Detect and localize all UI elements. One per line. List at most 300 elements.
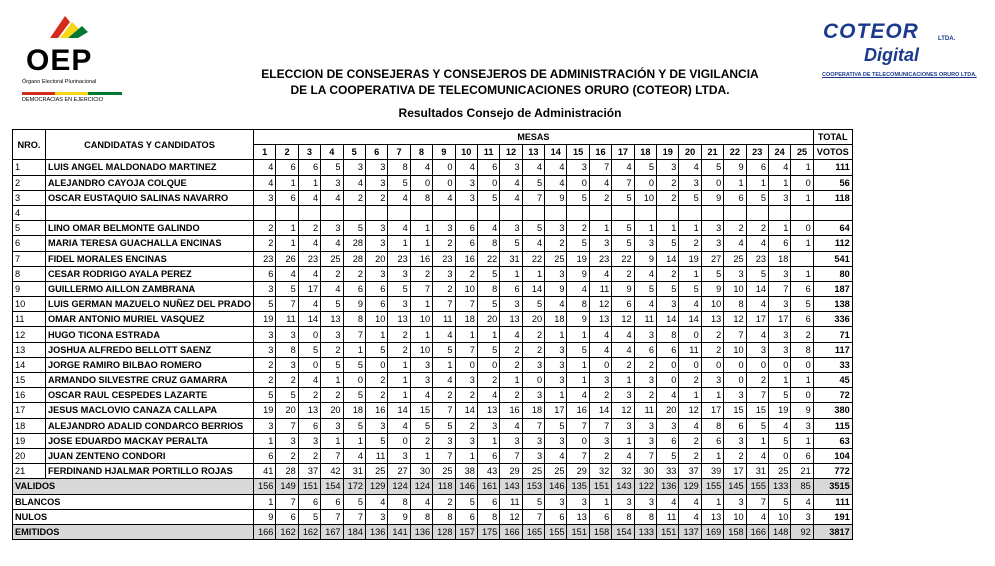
summary-count-cell: 1 [701,494,723,509]
vote-count-cell: 1 [746,433,768,448]
vote-count-cell: 3 [500,297,522,312]
vote-count-cell: 7 [276,297,298,312]
vote-count-cell: 3 [253,327,275,342]
vote-count-cell: 1 [433,357,455,372]
vote-count-cell: 7 [589,418,611,433]
vote-count-cell: 1 [791,190,813,205]
vote-count-cell: 4 [589,342,611,357]
vote-count-cell: 2 [298,448,320,463]
vote-count-cell: 3 [321,327,343,342]
vote-count-cell: 6 [455,236,477,251]
candidate-name: JESUS MACLOVIO CANAZA CALLAPA [46,403,254,418]
vote-count-cell: 13 [321,312,343,327]
vote-count-cell: 2 [298,221,320,236]
vote-count-cell: 0 [634,175,656,190]
vote-count-cell: 3 [657,297,679,312]
summary-count-cell: 8 [433,509,455,524]
row-number: 13 [13,342,46,357]
vote-count-cell: 6 [634,342,656,357]
header-mesa-number: 13 [522,145,544,160]
vote-count-cell: 17 [298,281,320,296]
summary-count-cell: 172 [343,479,365,494]
vote-count-cell: 7 [612,175,634,190]
vote-count-cell: 1 [321,433,343,448]
header-mesa-number: 24 [768,145,790,160]
summary-count-cell: 4 [679,494,701,509]
vote-count-cell: 4 [500,190,522,205]
vote-count-cell: 10 [634,190,656,205]
vote-count-cell: 2 [388,342,410,357]
vote-count-cell: 1 [343,433,365,448]
vote-count-cell: 32 [612,464,634,479]
vote-count-cell: 1 [701,448,723,463]
vote-count-cell: 14 [298,312,320,327]
vote-count-cell: 10 [410,312,432,327]
vote-count-cell: 5 [746,190,768,205]
vote-count-cell: 25 [365,464,387,479]
vote-count-cell: 2 [522,327,544,342]
vote-count-cell: 1 [343,342,365,357]
vote-count-cell: 3 [768,297,790,312]
vote-count-cell: 4 [567,281,589,296]
summary-label: VALIDOS [13,479,254,494]
vote-count-cell: 1 [567,357,589,372]
row-number: 16 [13,388,46,403]
vote-count-cell: 6 [298,160,320,175]
vote-count-cell: 5 [500,236,522,251]
candidate-name: LUIS GERMAN MAZUELO NUÑEZ DEL PRADO [46,297,254,312]
vote-count-cell [455,205,477,220]
vote-count-cell: 8 [567,297,589,312]
vote-count-cell: 26 [276,251,298,266]
vote-count-cell: 0 [477,175,499,190]
vote-count-cell: 5 [388,281,410,296]
vote-count-cell: 7 [746,388,768,403]
row-number: 1 [13,160,46,175]
vote-count-cell: 1 [679,221,701,236]
vote-count-cell [791,251,813,266]
summary-total-cell: 191 [813,509,852,524]
header-mesa-number: 20 [679,145,701,160]
vote-count-cell: 8 [477,236,499,251]
coteor-logo [818,20,977,90]
vote-count-cell: 4 [545,297,567,312]
vote-count-cell: 4 [657,388,679,403]
vote-count-cell: 2 [253,236,275,251]
total-votes-cell: 541 [813,251,852,266]
vote-count-cell: 4 [500,175,522,190]
vote-count-cell: 3 [701,373,723,388]
vote-count-cell: 1 [545,388,567,403]
vote-count-cell: 25 [433,464,455,479]
candidate-name: MARIA TERESA GUACHALLA ENCINAS [46,236,254,251]
vote-count-cell: 1 [746,175,768,190]
vote-count-cell: 2 [612,357,634,372]
vote-count-cell: 5 [388,175,410,190]
vote-count-cell: 3 [298,433,320,448]
summary-count-cell: 7 [321,509,343,524]
header-mesa-number: 15 [567,145,589,160]
vote-count-cell: 11 [589,281,611,296]
vote-count-cell: 0 [768,448,790,463]
vote-count-cell: 3 [433,433,455,448]
candidate-name: JOSE EDUARDO MACKAY PERALTA [46,433,254,448]
vote-count-cell: 2 [500,388,522,403]
vote-count-cell: 23 [433,251,455,266]
vote-count-cell: 4 [612,342,634,357]
vote-count-cell: 1 [791,266,813,281]
vote-count-cell: 2 [477,373,499,388]
summary-count-cell: 136 [410,524,432,539]
vote-count-cell: 3 [679,175,701,190]
vote-count-cell: 1 [410,448,432,463]
vote-count-cell: 7 [455,297,477,312]
vote-count-cell: 2 [365,190,387,205]
header-mesa-number: 7 [388,145,410,160]
summary-count-cell: 8 [634,509,656,524]
summary-count-cell: 148 [768,524,790,539]
vote-count-cell: 5 [321,160,343,175]
vote-count-cell: 20 [657,403,679,418]
summary-count-cell: 167 [321,524,343,539]
candidate-row [13,251,853,266]
vote-count-cell: 1 [388,388,410,403]
vote-count-cell: 1 [410,297,432,312]
candidate-row [13,357,853,372]
vote-count-cell: 0 [477,357,499,372]
vote-count-cell [679,205,701,220]
vote-count-cell: 3 [365,418,387,433]
vote-count-cell [321,205,343,220]
vote-count-cell: 3 [276,433,298,448]
vote-count-cell: 5 [545,418,567,433]
vote-count-cell: 13 [298,403,320,418]
vote-count-cell: 5 [634,160,656,175]
vote-count-cell: 22 [522,251,544,266]
vote-count-cell: 1 [365,327,387,342]
header-mesa-number: 21 [701,145,723,160]
candidate-row [13,433,853,448]
vote-count-cell: 2 [365,373,387,388]
vote-count-cell: 3 [321,175,343,190]
summary-count-cell: 3 [791,509,813,524]
summary-count-cell: 3 [545,494,567,509]
row-number: 10 [13,297,46,312]
summary-count-cell: 11 [657,509,679,524]
vote-count-cell: 1 [791,160,813,175]
vote-count-cell: 19 [679,251,701,266]
vote-count-cell: 2 [321,342,343,357]
vote-count-cell: 2 [522,342,544,357]
vote-count-cell: 14 [657,312,679,327]
vote-count-cell: 17 [768,312,790,327]
candidate-row [13,281,853,296]
vote-count-cell: 3 [477,418,499,433]
total-votes-cell: 64 [813,221,852,236]
oep-color-strip [22,92,122,95]
vote-count-cell: 0 [522,373,544,388]
vote-count-cell: 4 [433,373,455,388]
candidate-row [13,373,853,388]
vote-count-cell: 4 [477,388,499,403]
vote-count-cell: 2 [724,448,746,463]
vote-count-cell: 2 [589,190,611,205]
summary-count-cell: 136 [365,524,387,539]
vote-count-cell: 0 [410,175,432,190]
candidate-name: FIDEL MORALES ENCINAS [46,251,254,266]
vote-count-cell: 3 [545,342,567,357]
vote-count-cell: 5 [634,281,656,296]
summary-count-cell: 6 [545,509,567,524]
vote-count-cell: 7 [321,448,343,463]
vote-count-cell: 2 [746,373,768,388]
vote-count-cell: 6 [746,160,768,175]
vote-count-cell: 3 [388,266,410,281]
vote-count-cell: 4 [500,418,522,433]
vote-count-cell: 0 [724,357,746,372]
vote-count-cell [500,205,522,220]
vote-count-cell: 4 [679,297,701,312]
vote-count-cell: 12 [724,312,746,327]
summary-count-cell: 5 [455,494,477,509]
vote-count-cell: 3 [410,357,432,372]
summary-count-cell: 136 [657,479,679,494]
vote-count-cell: 5 [276,281,298,296]
vote-count-cell: 3 [365,160,387,175]
vote-count-cell: 4 [634,297,656,312]
vote-count-cell: 7 [276,418,298,433]
vote-count-cell: 1 [500,266,522,281]
vote-count-cell: 4 [410,160,432,175]
summary-count-cell: 7 [746,494,768,509]
total-votes-cell: 33 [813,357,852,372]
header-mesa-number: 9 [433,145,455,160]
row-number: 9 [13,281,46,296]
vote-count-cell: 37 [679,464,701,479]
header-mesa-number: 10 [455,145,477,160]
title-line-1: ELECCION DE CONSEJERAS Y CONSEJEROS DE ADMINISTRACIÓN Y DE VIGILANCIA [261,67,759,81]
vote-count-cell: 5 [567,236,589,251]
vote-count-cell: 25 [724,251,746,266]
vote-count-cell [433,205,455,220]
vote-count-cell: 3 [365,221,387,236]
summary-count-cell: 158 [589,524,611,539]
vote-count-cell: 6 [253,448,275,463]
row-number: 19 [13,433,46,448]
header-mesa-number: 6 [365,145,387,160]
summary-count-cell: 161 [477,479,499,494]
summary-count-cell: 165 [522,524,544,539]
candidate-row [13,388,853,403]
vote-count-cell: 1 [388,236,410,251]
vote-count-cell: 5 [746,418,768,433]
vote-count-cell: 3 [522,388,544,403]
vote-count-cell: 42 [321,464,343,479]
vote-count-cell: 2 [657,190,679,205]
row-number: 18 [13,418,46,433]
summary-count-cell: 3 [724,494,746,509]
summary-count-cell: 8 [388,494,410,509]
summary-count-cell: 146 [545,479,567,494]
summary-count-cell: 4 [657,494,679,509]
header-mesa-number: 18 [634,145,656,160]
header-candidates: CANDIDATAS Y CANDIDATOS [46,130,254,160]
candidate-row [13,236,853,251]
vote-count-cell: 16 [455,251,477,266]
vote-count-cell: 4 [612,160,634,175]
vote-count-cell: 3 [321,418,343,433]
total-votes-cell [813,205,852,220]
summary-count-cell: 128 [433,524,455,539]
vote-count-cell: 0 [298,327,320,342]
vote-count-cell: 5 [657,281,679,296]
vote-count-cell: 14 [388,403,410,418]
vote-count-cell: 29 [567,464,589,479]
summary-count-cell: 13 [701,509,723,524]
vote-count-cell: 1 [612,433,634,448]
vote-count-cell: 0 [657,357,679,372]
vote-count-cell: 3 [253,342,275,357]
vote-count-cell: 3 [455,175,477,190]
vote-count-cell: 2 [433,388,455,403]
vote-count-cell: 4 [253,160,275,175]
total-votes-cell: 111 [813,160,852,175]
candidate-name: LUIS ANGEL MALDONADO MARTINEZ [46,160,254,175]
summary-count-cell: 153 [522,479,544,494]
header-mesa-number: 25 [791,145,813,160]
vote-count-cell: 4 [612,327,634,342]
vote-count-cell: 16 [365,403,387,418]
vote-count-cell: 4 [545,448,567,463]
vote-count-cell: 7 [455,342,477,357]
vote-count-cell [567,205,589,220]
vote-count-cell: 23 [589,251,611,266]
vote-count-cell: 5 [343,221,365,236]
vote-count-cell: 2 [433,281,455,296]
vote-count-cell: 5 [657,448,679,463]
vote-count-cell: 2 [343,266,365,281]
vote-count-cell: 5 [657,236,679,251]
vote-count-cell: 11 [433,312,455,327]
oep-slogan: DEMOCRACIAS EN EJERCICIO [22,97,103,103]
vote-count-cell: 5 [791,297,813,312]
total-votes-cell: 336 [813,312,852,327]
row-number: 12 [13,327,46,342]
vote-count-cell: 2 [701,327,723,342]
vote-count-cell: 2 [455,388,477,403]
vote-count-cell: 2 [545,236,567,251]
vote-count-cell: 3 [791,418,813,433]
vote-count-cell: 4 [321,190,343,205]
vote-count-cell: 14 [679,312,701,327]
vote-count-cell: 9 [634,251,656,266]
row-number: 8 [13,266,46,281]
summary-count-cell: 149 [276,479,298,494]
vote-count-cell: 4 [298,373,320,388]
vote-count-cell: 6 [343,281,365,296]
results-table [12,129,853,540]
vote-count-cell: 23 [388,251,410,266]
vote-count-cell: 6 [657,433,679,448]
vote-count-cell: 1 [791,236,813,251]
vote-count-cell: 3 [500,160,522,175]
vote-count-cell: 2 [253,357,275,372]
vote-count-cell: 3 [388,297,410,312]
summary-count-cell: 4 [791,494,813,509]
summary-count-cell: 124 [410,479,432,494]
vote-count-cell: 0 [701,175,723,190]
vote-count-cell: 1 [724,175,746,190]
vote-count-cell: 6 [657,342,679,357]
vote-count-cell: 5 [343,388,365,403]
summary-count-cell: 7 [276,494,298,509]
summary-count-cell: 122 [634,479,656,494]
vote-count-cell: 6 [365,281,387,296]
vote-count-cell: 1 [701,388,723,403]
vote-count-cell: 3 [500,433,522,448]
vote-count-cell: 14 [589,403,611,418]
vote-count-cell: 1 [545,327,567,342]
summary-count-cell: 8 [410,509,432,524]
vote-count-cell: 22 [477,251,499,266]
vote-count-cell: 2 [612,266,634,281]
candidate-name: OSCAR RAUL CESPEDES LAZARTE [46,388,254,403]
vote-count-cell: 0 [768,357,790,372]
vote-count-cell: 3 [545,266,567,281]
row-number: 14 [13,357,46,372]
vote-count-cell: 3 [545,221,567,236]
vote-count-cell: 3 [724,266,746,281]
vote-count-cell: 0 [365,357,387,372]
vote-count-cell: 6 [455,221,477,236]
vote-count-cell: 10 [724,342,746,357]
vote-count-cell: 2 [365,388,387,403]
vote-count-cell: 9 [567,312,589,327]
vote-count-cell: 2 [634,388,656,403]
vote-count-cell: 3 [545,357,567,372]
vote-count-cell: 25 [321,251,343,266]
vote-count-cell: 7 [433,403,455,418]
vote-count-cell: 7 [768,281,790,296]
summary-count-cell: 1 [589,494,611,509]
header-mesa-number: 19 [657,145,679,160]
vote-count-cell: 10 [701,297,723,312]
vote-count-cell: 7 [589,160,611,175]
oep-name: OEP [26,44,93,77]
summary-count-cell: 158 [724,524,746,539]
vote-count-cell: 15 [724,403,746,418]
vote-count-cell: 23 [746,251,768,266]
vote-count-cell [545,205,567,220]
vote-count-cell: 2 [589,448,611,463]
vote-count-cell: 4 [746,327,768,342]
vote-count-cell: 2 [634,357,656,372]
candidate-row [13,418,853,433]
summary-count-cell: 162 [276,524,298,539]
vote-count-cell: 3 [724,388,746,403]
vote-count-cell: 0 [567,175,589,190]
vote-count-cell: 2 [298,388,320,403]
vote-count-cell: 4 [253,175,275,190]
vote-count-cell: 5 [433,418,455,433]
candidate-name: OMAR ANTONIO MURIEL VASQUEZ [46,312,254,327]
summary-total-cell: 3817 [813,524,852,539]
oep-emblem-icon [40,8,90,46]
vote-count-cell: 4 [388,190,410,205]
candidate-name: ALEJANDRO CAYOJA COLQUE [46,175,254,190]
vote-count-cell [791,205,813,220]
vote-count-cell: 4 [343,448,365,463]
